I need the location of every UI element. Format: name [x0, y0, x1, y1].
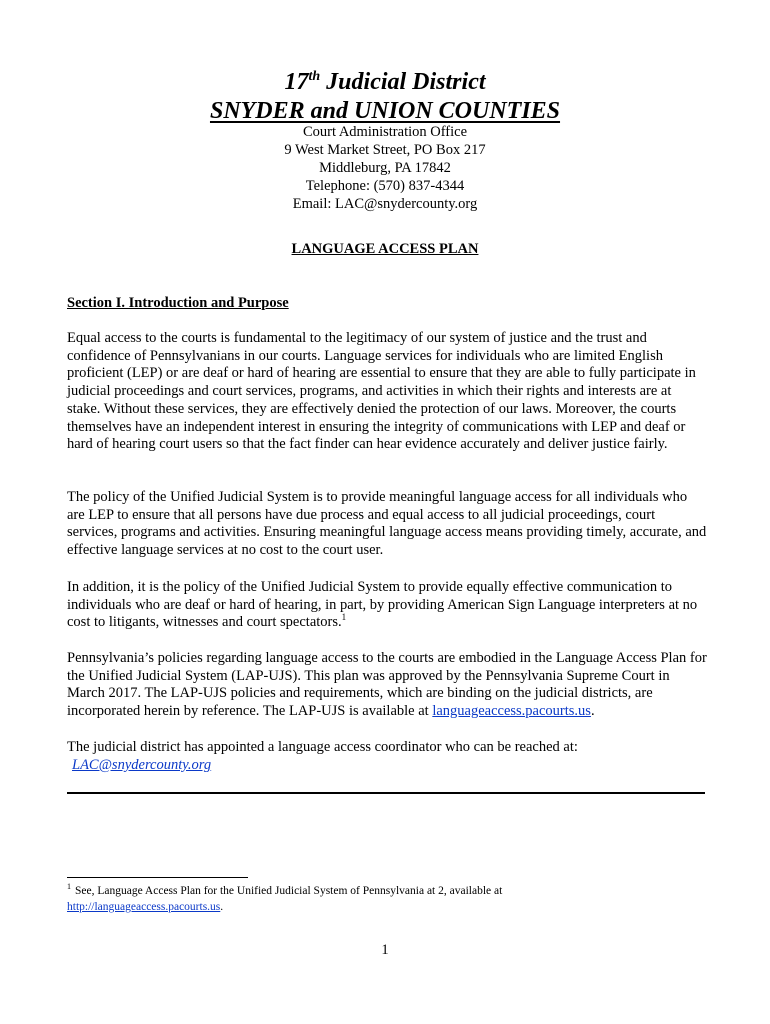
paragraph-deaf-access — [67, 579, 707, 632]
telephone: Telephone: (570) 837-4344 — [305, 178, 465, 194]
district-title — [0, 68, 770, 96]
address-block — [0, 123, 770, 213]
district-number: 17 — [284, 69, 309, 95]
district-ordinal-suffix: th — [308, 69, 321, 84]
page-number: 1 — [381, 942, 389, 958]
counties-title: SNYDER and UNION COUNTIES — [209, 98, 561, 124]
footnote-divider — [67, 877, 248, 878]
paragraph-coordinator-text: The judicial district has appointed a language access coordinator who can be reached at: — [67, 739, 578, 755]
paragraph-lap-ujs — [67, 650, 707, 721]
footnote — [67, 883, 707, 915]
district-title-rest: Judicial District — [320, 69, 486, 95]
paragraph-lap-ujs-end: . — [590, 703, 595, 720]
footnote-number: 1 — [67, 882, 71, 892]
coordinator-email-link[interactable]: LAC@snydercounty.org — [72, 756, 212, 773]
lap-ujs-link[interactable]: languageaccess.pacourts.us — [432, 703, 591, 720]
email: Email: LAC@snydercounty.org — [292, 196, 478, 212]
plan-title: LANGUAGE ACCESS PLAN — [291, 241, 479, 257]
footnote-text: See, Language Access Plan for the Unified Judicial System of Pennsylvania at 2, available at — [75, 885, 503, 897]
paragraph-deaf-access-text: In addition, it is the policy of the Unified Judicial System to provide equally effective communication to individuals who are deaf or hard of hearing, in part, by providing American Sign Language interpreters at no cost to litigants, witnesses and court spectators. — [67, 579, 698, 631]
footnote-link[interactable]: http://languageaccess.pacourts.us — [67, 901, 221, 913]
paragraph-policy: The policy of the Unified Judicial System is to provide meaningful language access for all individuals who are LEP to ensure that all persons have due process and equal access to all judicial proceedings, court services, programs and activities. Ensuring meaningful language access means providing timely, accurate, and effective language services at no cost to the court user. — [67, 489, 707, 559]
office-name: Court Administration Office — [302, 124, 468, 140]
city-state-zip: Middleburg, PA 17842 — [319, 160, 451, 176]
paragraph-coordinator — [67, 739, 707, 774]
content-divider — [67, 792, 705, 794]
street-address: 9 West Market Street, PO Box 217 — [284, 142, 486, 158]
footnote-end: . — [220, 901, 224, 913]
section-heading: Section I. Introduction and Purpose — [67, 295, 289, 311]
paragraph-lap-ujs-text: Pennsylvania’s policies regarding language access to the courts are embodied in the Language Access Plan for the Unified Judicial System (LAP-UJS). This plan was approved by the Pennsylvania Supreme Court in March 2017. The LAP-UJS policies and requirements, which are binding on the judicial districts, are incorporated herein by reference. The LAP-UJS is available at — [67, 650, 707, 720]
footnote-reference[interactable]: 1 — [341, 612, 347, 623]
paragraph-introduction: Equal access to the courts is fundamental to the legitimacy of our system of justice and the trust and confidence of Pennsylvanians in our courts. Language services for individuals who are limited English proficient (LEP) or are deaf or hard of hearing are essential to ensure that they are able to fully participate in judicial proceedings and court services, programs, and activities in which their rights and interests are at stake. Without these services, they are effectively denied the protection of our laws. Moreover, the courts themselves have an independent interest in ensuring the integrity of communications with LEP and deaf or hard of hearing court users so that the fact finder can hear evidence accurately and deliver justice fairly. — [67, 330, 696, 453]
